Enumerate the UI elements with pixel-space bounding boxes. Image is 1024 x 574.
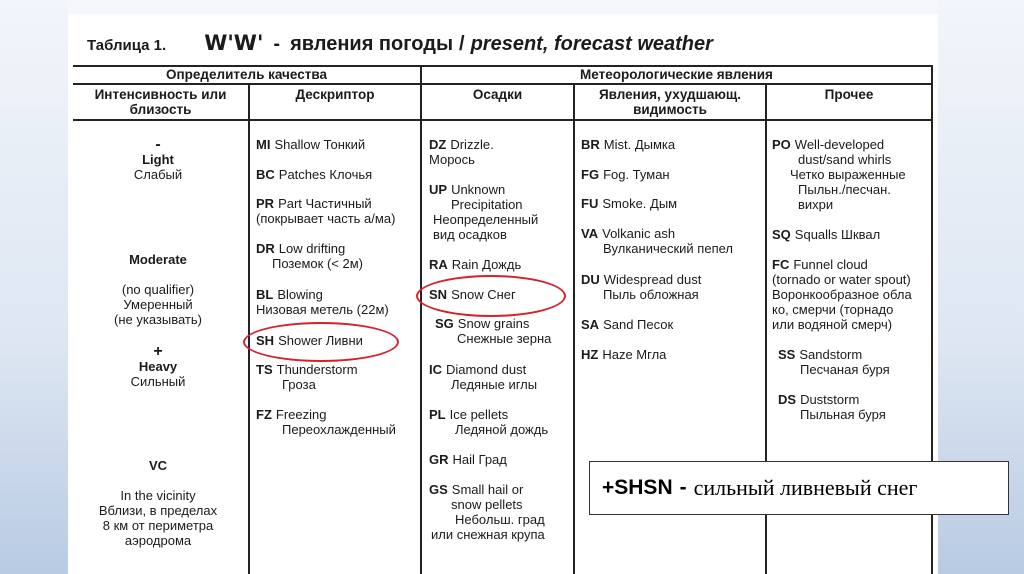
- table-number: Таблица 1.: [87, 37, 167, 54]
- col-intensity: Интенсивность или близость: [94, 87, 227, 117]
- obscur-text: Volkanic ash: [602, 226, 676, 241]
- intensity-ru: (no qualifier) Умеренный (не указывать): [114, 282, 202, 327]
- highlight-circle-shower: [243, 322, 399, 362]
- other-line3: Четко выраженные: [790, 167, 906, 182]
- precip-line3: Неопределенный: [433, 212, 539, 227]
- intensity-name: Moderate: [129, 252, 187, 267]
- descriptor-text: Part Частичный: [278, 196, 372, 211]
- obscur-br: [581, 137, 675, 152]
- slide-background-left: [0, 0, 68, 574]
- descriptor-code: FZ: [256, 407, 272, 422]
- descriptor-ts: [256, 362, 358, 392]
- highlight-circle-snow: [416, 275, 566, 317]
- precip-gs: [429, 482, 545, 542]
- precip-code: DZ: [429, 137, 447, 152]
- group-phenomena: Метеорологические явления: [580, 67, 773, 82]
- intensity-sym: +: [153, 343, 163, 360]
- other-code: PO: [772, 137, 791, 152]
- intensity-heavy: [73, 344, 243, 389]
- obscur-text: Haze Мгла: [602, 347, 667, 362]
- precip-line4: или снежная крупа: [431, 527, 545, 542]
- title-english: present, forecast weather: [470, 33, 713, 55]
- precip-code: PL: [429, 407, 446, 422]
- precip-text: Snow grains: [457, 316, 530, 331]
- precip-text: Rain Дождь: [451, 257, 522, 272]
- other-line5: вихри: [798, 197, 834, 212]
- group-quality: Определитель качества: [166, 67, 327, 82]
- obscur-text: Mist. Дымка: [603, 137, 676, 152]
- other-line2: Песчаная буря: [800, 362, 890, 377]
- other-fc: [772, 257, 912, 332]
- obscur-line2: Пыль обложная: [603, 287, 699, 302]
- other-code: FC: [772, 257, 790, 272]
- rule-col-group: [420, 65, 422, 574]
- precip-code: SN: [429, 287, 448, 302]
- descriptor-fz: [256, 407, 396, 437]
- obscur-code: SA: [581, 317, 600, 332]
- descriptor-text: Thunderstorm: [276, 362, 358, 377]
- descriptor-line2: (покрывает часть а/ма): [256, 211, 396, 226]
- other-line2: Пыльная буря: [800, 407, 886, 422]
- intensity-name: Light: [142, 152, 174, 167]
- other-line4: ко, смерчи (торнадо: [772, 302, 894, 317]
- callout-code: +SHSN: [602, 476, 673, 499]
- precip-line2: Precipitation: [451, 197, 523, 212]
- precip-line2: snow pellets: [451, 497, 523, 512]
- other-line2: dust/sand whirls: [798, 152, 892, 167]
- intensity-name: Heavy: [138, 359, 178, 374]
- title-slash: /: [459, 33, 465, 55]
- descriptor-mi: [256, 137, 365, 152]
- title-separator: -: [273, 33, 281, 55]
- other-line4: Пыльн./песчан.: [798, 182, 891, 197]
- precip-text: Ice pellets: [449, 407, 509, 422]
- descriptor-line2: Переохлажденный: [282, 422, 396, 437]
- precip-gr: [429, 452, 507, 467]
- other-code: DS: [778, 392, 797, 407]
- obscur-code: FG: [581, 167, 600, 182]
- descriptor-text: Freezing: [275, 407, 327, 422]
- precip-text: Diamond dust: [446, 362, 527, 377]
- precip-line3: Небольш. град: [455, 512, 545, 527]
- precip-ic: [429, 362, 537, 392]
- precip-ra: [429, 257, 521, 272]
- other-code: SQ: [772, 227, 791, 242]
- precip-line2: Снежные зерна: [457, 331, 552, 346]
- table-code: W'W': [204, 31, 264, 55]
- obscur-code: DU: [581, 272, 600, 287]
- precip-code: GS: [429, 482, 448, 497]
- precip-code: GR: [429, 452, 449, 467]
- descriptor-bc: [256, 167, 372, 182]
- precip-text: Drizzle.: [450, 137, 494, 152]
- other-line2: (tornado or water spout): [772, 272, 911, 287]
- obscur-line2: Вулканический пепел: [603, 241, 733, 256]
- precip-text: Hail Град: [452, 452, 507, 467]
- title-russian: явления погоды: [290, 33, 454, 55]
- col-precip: Осадки: [472, 87, 523, 102]
- descriptor-line2: Поземок (< 2м): [272, 256, 363, 271]
- intensity-light: [73, 137, 243, 182]
- precip-code: RA: [429, 257, 448, 272]
- callout-dash: -: [679, 476, 687, 499]
- descriptor-bl: [256, 287, 389, 317]
- precip-code: IC: [429, 362, 442, 377]
- precip-pl: [429, 407, 548, 437]
- descriptor-line2: Низовая метель (22м): [256, 302, 389, 317]
- other-sq: [772, 227, 880, 242]
- descriptor-code: DR: [256, 241, 275, 256]
- descriptor-pr: [256, 196, 395, 226]
- precip-up: [429, 182, 538, 242]
- descriptor-text: Shallow Тонкий: [274, 137, 366, 152]
- descriptor-code: SH: [256, 333, 275, 348]
- col-obscur: Явления, ухудшающ. видимость: [598, 87, 742, 117]
- rule-col-3: [573, 83, 575, 574]
- precip-line4: вид осадков: [433, 227, 507, 242]
- col-other: Прочее: [824, 87, 874, 102]
- obscur-fg: [581, 167, 670, 182]
- descriptor-code: TS: [256, 362, 273, 377]
- other-po: [772, 137, 906, 212]
- descriptor-code: BL: [256, 287, 274, 302]
- rule-group: [73, 83, 933, 85]
- descriptor-code: PR: [256, 196, 275, 211]
- other-text: Funnel cloud: [793, 257, 868, 272]
- precip-line2: Ледяной дождь: [455, 422, 549, 437]
- other-ss: [778, 347, 890, 377]
- intensity-moderate: [73, 237, 243, 327]
- obscur-va: [581, 226, 733, 256]
- precip-code: UP: [429, 182, 448, 197]
- obscur-code: VA: [581, 226, 599, 241]
- intensity-ru: In the vicinity Вблизи, в пределах 8 км от периметра аэродрома: [98, 488, 218, 548]
- descriptor-code: MI: [256, 137, 271, 152]
- obscur-sa: [581, 317, 673, 332]
- rule-header: [73, 119, 933, 121]
- precip-code: SG: [435, 316, 454, 331]
- descriptor-dr: [256, 241, 363, 271]
- obscur-text: Smoke. Дым: [602, 196, 678, 211]
- intensity-name: VC: [148, 458, 168, 473]
- obscur-hz: [581, 347, 666, 362]
- precip-dz: [429, 137, 494, 167]
- other-text: Sandstorm: [799, 347, 863, 362]
- obscur-fu: [581, 196, 677, 211]
- obscur-code: BR: [581, 137, 600, 152]
- descriptor-text: Patches Клочья: [278, 167, 373, 182]
- obscur-code: FU: [581, 196, 599, 211]
- descriptor-code: BC: [256, 167, 275, 182]
- precip-line2: Морось: [429, 152, 475, 167]
- descriptor-text: Low drifting: [278, 241, 346, 256]
- obscur-text: Sand Песок: [603, 317, 674, 332]
- precip-sg: [435, 316, 551, 346]
- example-callout: [589, 461, 1009, 515]
- callout-text: сильный ливневый снег: [693, 475, 918, 500]
- descriptor-line2: Гроза: [282, 377, 316, 392]
- descriptor-text: Blowing: [277, 287, 323, 302]
- precip-text: Snow Снег: [451, 287, 516, 302]
- intensity-sym: -: [155, 136, 161, 153]
- intensity-vc: [73, 443, 243, 548]
- rule-col-1: [248, 83, 250, 574]
- descriptor-text: Shower Ливни: [278, 333, 363, 348]
- precip-text: Small hail or: [451, 482, 524, 497]
- precip-text: Unknown: [451, 182, 506, 197]
- intensity-ru: Слабый: [133, 167, 183, 182]
- other-line3: Воронкообразное обла: [772, 287, 912, 302]
- obscur-text: Fog. Туман: [603, 167, 670, 182]
- obscur-code: HZ: [581, 347, 599, 362]
- intensity-ru: Сильный: [130, 374, 186, 389]
- other-code: SS: [778, 347, 796, 362]
- col-descriptor: Дескриптор: [295, 87, 375, 102]
- other-text: Duststorm: [800, 392, 860, 407]
- table-title: [87, 31, 713, 56]
- obscur-du: [581, 272, 701, 302]
- obscur-text: Widespread dust: [603, 272, 702, 287]
- other-text: Well-developed: [794, 137, 885, 152]
- other-line5: или водяной смерч): [772, 317, 893, 332]
- precip-line2: Ледяные иглы: [451, 377, 538, 392]
- other-text: Squalls Шквал: [794, 227, 881, 242]
- other-ds: [778, 392, 886, 422]
